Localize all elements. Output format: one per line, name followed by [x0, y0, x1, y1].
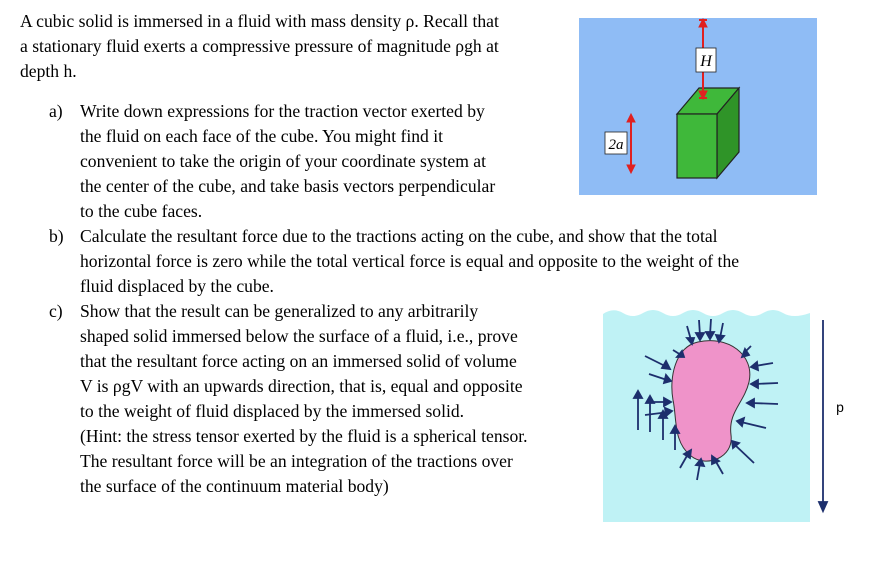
intro-line: A cubic solid is immersed in a fluid with mass density ρ. Recall that [20, 11, 499, 31]
part-c-line: Show that the result can be generalized to any arbitrarily [80, 301, 479, 321]
part-c-line: that the resultant force acting on an immersed solid of volume [80, 351, 517, 371]
part-a-line: Write down expressions for the traction vector exerted by [80, 101, 485, 121]
depth-label: H [700, 53, 712, 70]
part-a-line: convenient to take the origin of your coordinate system at [80, 151, 487, 171]
part-b-line: horizontal force is zero while the total vertical force is equal and opposite to the weight of the [80, 251, 740, 271]
part-a-line: the fluid on each face of the cube. You might find it [80, 126, 444, 146]
intro-line: a stationary fluid exerts a compressive pressure of magnitude ρgh at [20, 36, 499, 56]
side-label: 2a [608, 137, 624, 153]
cube-figure [579, 18, 817, 195]
part-c-label: c) [49, 301, 63, 321]
part-a-line: the center of the cube, and take basis vectors perpendicular [80, 176, 496, 196]
part-c-line: The resultant force will be an integration of the tractions over [80, 451, 513, 471]
side-label: p [836, 399, 844, 415]
part-a-line: to the cube faces. [80, 201, 203, 221]
part-b-line: fluid displaced by the cube. [80, 276, 274, 296]
blob-figure [603, 300, 853, 525]
part-b-label: b) [49, 226, 64, 246]
part-c-line: V is ρgV with an upwards direction, that is, equal and opposite [80, 376, 523, 396]
part-a-label: a) [49, 101, 63, 121]
part-b-line: Calculate the resultant force due to the tractions acting on the cube, and show that the total [80, 226, 718, 246]
part-c-line: shaped solid immersed below the surface of a fluid, i.e., prove [80, 326, 518, 346]
part-c-line: (Hint: the stress tensor exerted by the fluid is a spherical tensor. [80, 426, 528, 446]
part-c-line: the surface of the continuum material body) [80, 476, 389, 496]
intro-line: depth h. [20, 61, 77, 81]
part-c-line: to the weight of fluid displaced by the immersed solid. [80, 401, 465, 421]
depth-arrow [819, 320, 827, 511]
